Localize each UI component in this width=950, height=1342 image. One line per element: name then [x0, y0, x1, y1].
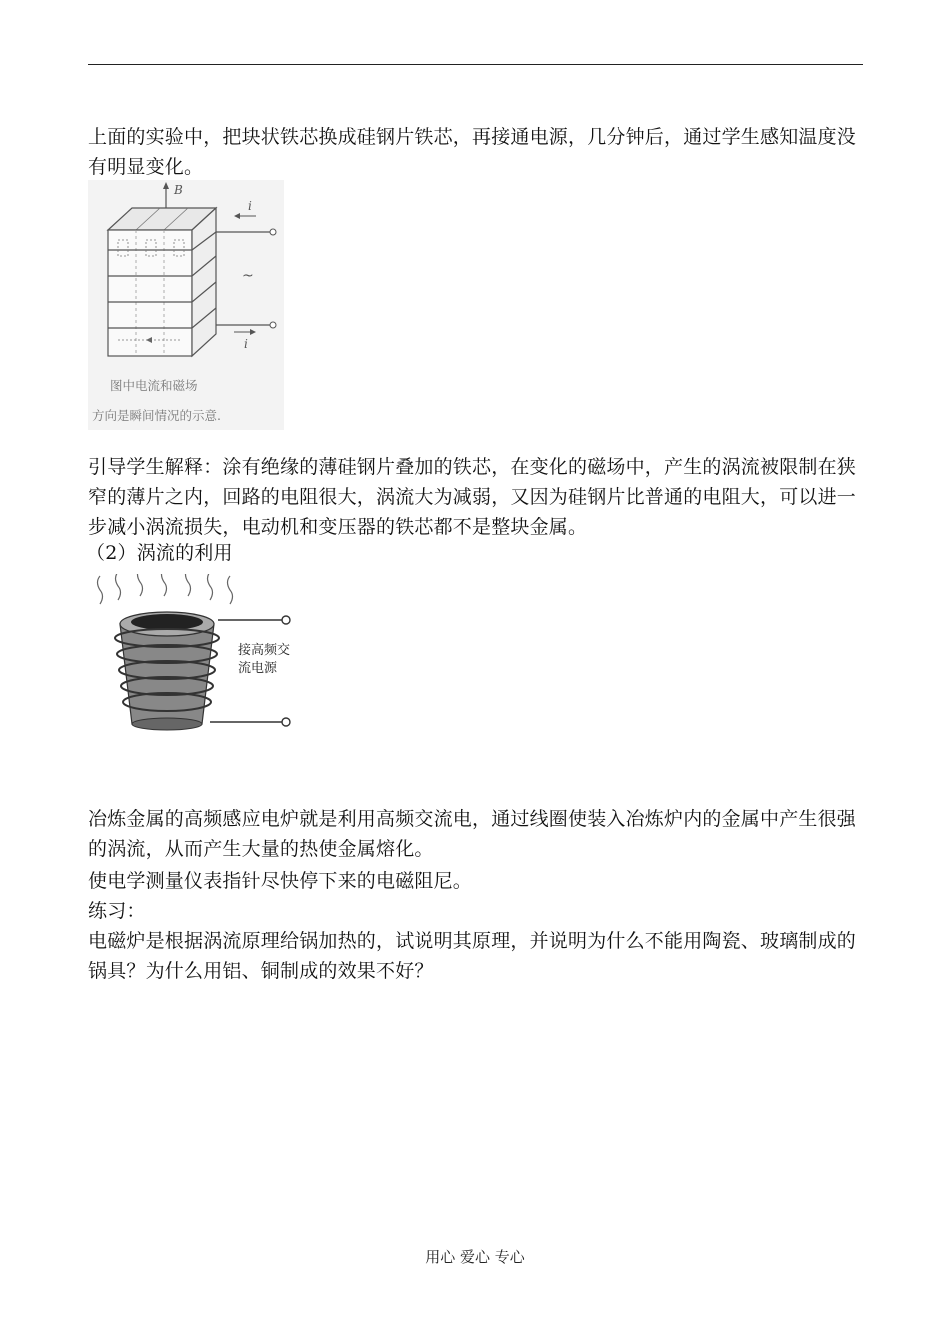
paragraph-damping: 使电学测量仪表指针尽快停下来的电磁阻尼。 [88, 870, 473, 892]
current-label-bottom: i [244, 337, 248, 351]
paragraph-explanation: 引导学生解释：涂有绝缘的薄硅钢片叠加的铁芯，在变化的磁场中，产生的涡流被限制在狭窄的薄片之内，回路的电阻很大，涡流大为减弱，又因为硅钢片比普通的电阻大，可以进一步减小涡流损失，电动机和变压器的铁芯都不是整块金属。 [88, 456, 857, 538]
exercise-question: 电磁炉是根据涡流原理给锅加热的，试说明其原理，并说明为什么不能用陶瓷、玻璃制成的锅具？为什么用铝、铜制成的效果不好？ [88, 930, 857, 982]
page-footer: 用心 爱心 专心 [425, 1248, 525, 1266]
laminated-core-figure [88, 180, 284, 430]
power-label-line2: 流电源 [238, 661, 278, 676]
header-rule [88, 64, 863, 65]
section-heading-eddy-use: （2）涡流的利用 [86, 542, 233, 564]
paragraph-laminated-core: 上面的实验中，把块状铁芯换成硅钢片铁芯，再接通电源，几分钟后，通过学生感知温度没有明显变化。 [88, 126, 857, 178]
figure1-caption-line1: 图中电流和磁场 [110, 378, 198, 393]
ac-symbol: ~ [242, 268, 254, 284]
exercise-heading: 练习： [88, 900, 146, 922]
paragraph-induction-furnace: 冶炼金属的高频感应电炉就是利用高频交流电，通过线圈使装入冶炼炉内的金属中产生很强的涡流，从而产生大量的热使金属熔化。 [88, 808, 857, 860]
power-label-line1: 接高频交 [238, 643, 291, 658]
figure1-caption-line2: 方向是瞬间情况的示意. [92, 408, 221, 423]
current-label-top: i [248, 199, 252, 213]
induction-furnace-figure [88, 574, 328, 744]
b-field-label: B [174, 183, 183, 197]
